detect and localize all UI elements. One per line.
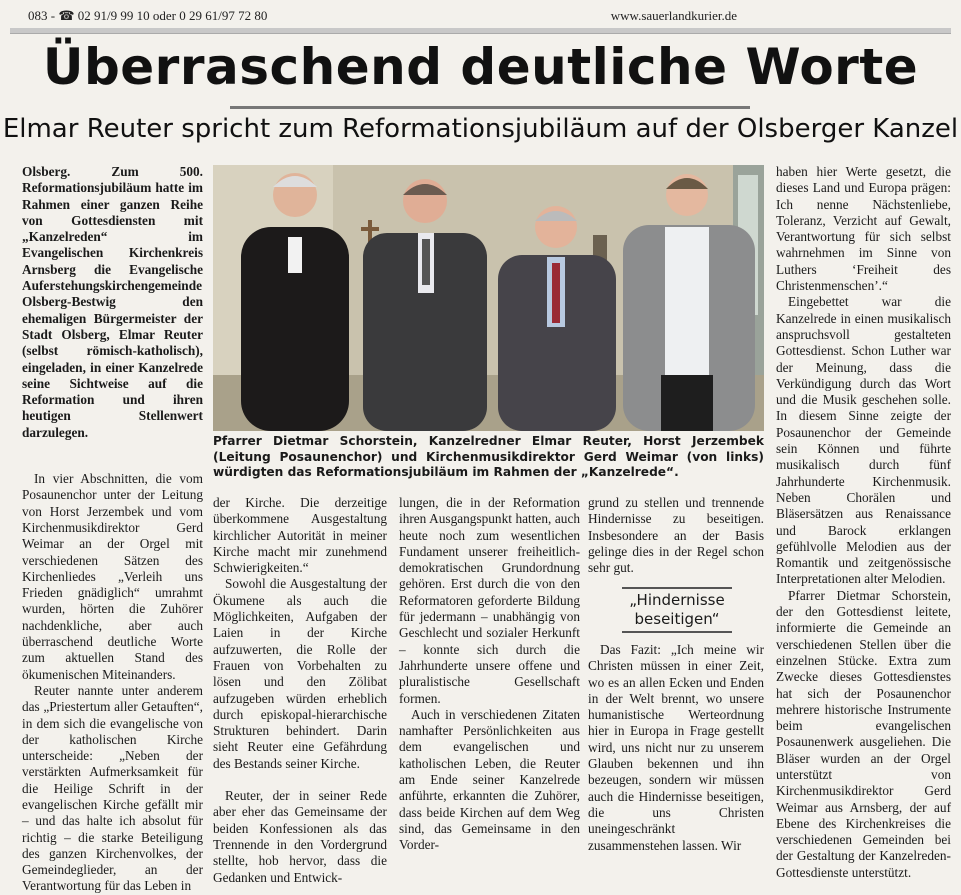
lead-paragraph: Olsberg. Zum 500. Reformationsjubiläum hatte im Rahmen einer ganzen Reihe von Gottesdiensten mit „Kanzelreden“ im Evangelischen Kirchenkreis Arnsberg die Evangelische Auferstehungskirchengemeinde Olsberg-Bestwig den ehemaligen Bürgermeister der Stadt Olsberg, Elmar Reuter (selbst römisch-katholisch), eingeladen, in einer Kanzelrede seine Sichtweise auf die Reformation und ihren heutigen Stellenwert darzulegen. [22,164,203,440]
body-paragraph: Das Fazit: „Ich meine wir Christen müssen in einer Zeit, wo es an allen Ecken und Enden in der Welt brennt, wo unsere humanistische Werteordnung hier in Europa in Frage gestellt wird, uns nicht nur zu unserem Glauben bekennen und ihn bezeugen, sondern wir müssen auch die Hindernisse beseitigen, die uns Christen uneingeschränkt zusammenstehen lassen. Wir [588,642,764,853]
pull-quote [602,585,752,635]
article-photo [213,165,764,431]
headline-rule [230,106,750,109]
body-paragraph: In vier Abschnitten, die vom Posaunenchor unter der Leitung von Horst Jerzembek und vom Kirchenmusikdirektor Gerd Weimar an der Orgel mit verschiedenen Sätzen des Kirchenliedes „Verleih uns Frieden gnädiglich“ umrahmt wurden, hörten die Zuhörer nachdenkliche, aber auch überraschend deutliche Worte zum aktuellen Stand des ökumenischen Miteinanders. [22,471,203,682]
pull-quote-text: „Hindernisse beseitigen“ [629,591,725,628]
article-column-4-bottom [588,642,764,854]
body-paragraph: Sowohl die Ausgestaltung der Ökumene als auch die Möglichkeiten, Aufgaben der Laien in der Kirche aufzuwerten, die Rolle der Frauen von Vorbehalten zu lösen und den Zölibat aufzugeben würden erheblich durch episkopal-hierarchische Strukturen behindert. Darin sieht Reuter eine Gefährdung des Bestands seiner Kirche. [213,576,387,771]
body-paragraph: Auch in verschiedenen Zitaten namhafter Persönlichkeiten aus dem evangelischen und katholischen Leben, die Reuter am Ende seiner Kanzelrede anführte, erkannten die Zuhörer, dass beide Kirchen auf dem Weg sind, das Gemeinsame in den Vorder- [399,706,580,853]
article-column-1 [22,164,203,895]
article-column-2 [213,495,387,886]
pull-quote-rule [622,587,732,589]
subheadline: Elmar Reuter spricht zum Reformationsjubiläum auf der Olsberger Kanzel [2,114,959,144]
page-number-phone: 083 - ☎ 02 91/9 99 10 oder 0 29 61/97 72 80 [28,8,268,23]
page-header [14,6,947,28]
photo-caption: Pfarrer Dietmar Schorstein, Kanzelredner Elmar Reuter, Horst Jerzembek (Leitung Posaunenchor) und Kirchenmusikdirektor Gerd Weimar (von links) würdigten das Reformationsjubiläum im Rahmen der „Kanzelrede“. [213,434,764,479]
header-rule [10,28,951,34]
body-paragraph: Reuter, der in seiner Rede aber eher das Gemeinsame der beiden Konfessionen als das Trennende in den Vordergrund stellte, hob hervor, dass die Gedanken und Entwick- [213,788,387,885]
website-url: www.sauerlandkurier.de [610,8,737,23]
body-paragraph: der Kirche. Die derzeitige überkommene Ausgestaltung kirchlicher Autorität in meiner Kirche macht mir zunehmend Schwierigkeiten.“ [213,495,387,576]
body-paragraph: haben hier Werte gesetzt, die dieses Land und Europa prägen: Ich nenne Nächstenliebe, Toleranz, Verzicht auf Gewalt, Verantwortung für sich selbst wahrnehmen im Sinne von Luthers ‘Freiheit des Christenmenschen’.“ [776,164,951,294]
body-paragraph: Eingebettet war die Kanzelrede in einen musikalisch anspruchsvoll gestalteten Gottesdienst. Schon Luther war der Meinung, dass die Verkündigung durch das Wort und die Musik geschehen solle. In diesem Sinne zeigte der Posaunenchor der Gemeinde sein Können und führte musikalisch durch fünf Jahrhunderte Kirchenmusik. Neben Chorälen und Bläsersätzen aus Renaissance und Barock erklangen gefühlvolle Melodien aus der Romantik und zeitgenössische Interpretationen alter Melodien. [776,294,951,587]
article-column-3 [399,495,580,854]
headline: Überraschend deutliche Worte [42,38,919,96]
article-column-5 [776,164,951,881]
body-paragraph: Pfarrer Dietmar Schorstein, der den Gottesdienst leitete, informierte die Gemeinde an verschiedenen Stellen über die einzelnen Stücke. Extra zum Zwecke dieses Gottesdienstes hat sich der Posaunenchor mehrere historische Instrumente beim evangelischen Posaunenwerk ausgeliehen. Die Bläser wurden an der Orgel unterstützt von Kirchenmusikdirektor Gerd Weimar aus Arnsberg, der auf Ebene des Kirchenkreises die verschiedenen Gemeinden bei der Gestaltung der Kanzelreden-Gottesdienste unterstützt. [776,587,951,880]
article-column-4 [588,495,764,576]
body-paragraph: Reuter nannte unter anderem das „Priestertum aller Getauften“, in dem sich die evangelische von der katholischen Kirche unterscheide: „Neben der verstärkten Aufmerksamkeit für die Heilige Schrift in der evangelischen Kirche gefällt mir – und das halte ich absolut für richtig – die starke Beteiligung des ganzen Kirchenvolkes, der Gemeindeglieder, an der Verantwortung für das Leben in [22,682,203,894]
body-paragraph: lungen, die in der Reformation ihren Ausgangspunkt hatten, auch heute noch zum wesentlichen Fundament unserer freiheitlich-demokratischen Grundordnung gehören. Erst durch die von den Reformatoren geforderte Bildung für jedermann – unabhängig von Geschlecht und sozialer Herkunft – konnte sich durch die Jahrhunderte unsere offene und pluralistische Gesellschaft formen. [399,495,580,706]
pull-quote-rule [622,631,732,633]
body-paragraph: grund zu stellen und trennende Hindernisse zu beseitigen. Insbesondere an der Basis gelinge dies in der Regel schon sehr gut. [588,495,764,576]
